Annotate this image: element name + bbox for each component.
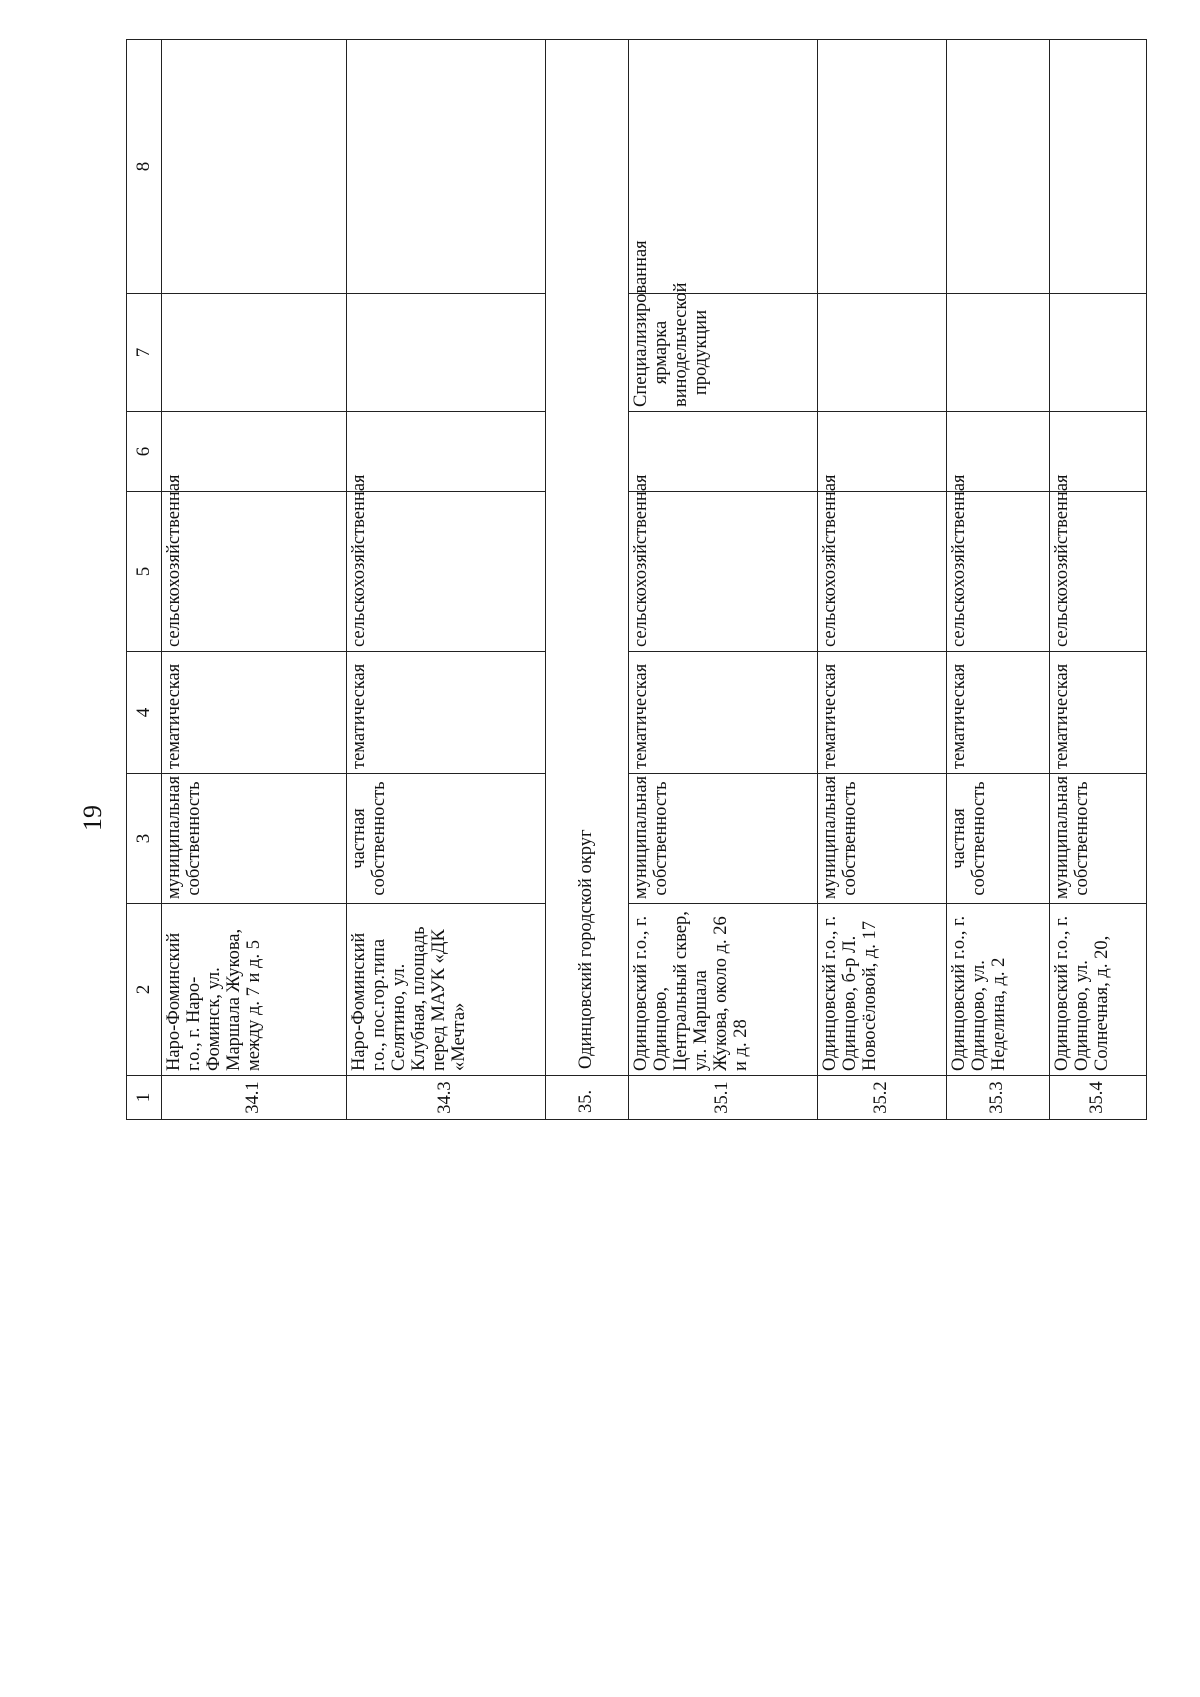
column-number: 1 [127, 1076, 162, 1120]
column-6-cell [162, 412, 347, 492]
address-cell: Одинцовский г.о., г. Одинцово, ул. Неделина, д. 2 [947, 904, 1050, 1076]
fair-type-cell: тематическая [947, 652, 1050, 774]
column-7-cell [947, 294, 1050, 412]
page-number: 19 [78, 805, 107, 831]
specialization-cell: сельскохозяйственная [1050, 492, 1147, 652]
column-number: 7 [127, 294, 162, 412]
column-7-cell [347, 294, 546, 412]
section-number: 35. [546, 1076, 629, 1120]
column-number: 6 [127, 412, 162, 492]
column-number: 5 [127, 492, 162, 652]
address-cell: Наро-Фоминский г.о., пос.гор.типа Селятино, ул. Клубная, площадь перед МАУК «ДК «Мечта» [347, 904, 546, 1076]
column-7-cell: Специализированная ярмарка винодельческой продукции [629, 294, 818, 412]
specialization-cell: сельскохозяйственная [347, 492, 546, 652]
specialization-cell: сельскохозяйственная [629, 492, 818, 652]
address-cell: Одинцовский г.о., г. Одинцово, б-р Л. Новосёловой, д. 17 [818, 904, 947, 1076]
column-7-cell [162, 294, 347, 412]
table-row [162, 40, 347, 1120]
column-8-cell [347, 40, 546, 294]
column-6-cell [347, 412, 546, 492]
column-number: 4 [127, 652, 162, 774]
address-cell: Одинцовский г.о., г. Одинцово, ул. Солнечная, д. 20, [1050, 904, 1147, 1076]
column-number-row [127, 40, 162, 1120]
row-number: 34.3 [347, 1076, 546, 1120]
row-number: 35.2 [818, 1076, 947, 1120]
fair-type-cell: тематическая [818, 652, 947, 774]
address-cell: Наро-Фоминский г.о., г. Наро-Фоминск, ул. Маршала Жукова, между д. 7 и д. 5 [162, 904, 347, 1076]
column-8-cell [947, 40, 1050, 294]
ownership-cell: муниципальная собственность [162, 774, 347, 904]
ownership-cell: частная собственность [347, 774, 546, 904]
column-8-cell [162, 40, 347, 294]
fair-type-cell: тематическая [162, 652, 347, 774]
fairs-table [126, 39, 1147, 1120]
table-row [629, 40, 818, 1120]
row-number: 35.4 [1050, 1076, 1147, 1120]
specialization-cell: сельскохозяйственная [947, 492, 1050, 652]
rotated-table-container [126, 40, 1126, 1120]
row-number: 35.3 [947, 1076, 1050, 1120]
ownership-cell: муниципальная собственность [629, 774, 818, 904]
table-row [1050, 40, 1147, 1120]
column-7-cell [818, 294, 947, 412]
ownership-cell: муниципальная собственность [1050, 774, 1147, 904]
section-title: Одинцовский городской округ [546, 40, 629, 1076]
column-7-cell [1050, 294, 1147, 412]
table-row [818, 40, 947, 1120]
fair-type-cell: тематическая [629, 652, 818, 774]
table-frame [126, 40, 1126, 1120]
table-row [347, 40, 546, 1120]
row-number: 34.1 [162, 1076, 347, 1120]
table-row [947, 40, 1050, 1120]
column-number: 8 [127, 40, 162, 294]
column-8-cell [629, 40, 818, 294]
column-6-cell [629, 412, 818, 492]
fair-type-cell: тематическая [347, 652, 546, 774]
column-number: 3 [127, 774, 162, 904]
ownership-cell: частная собственность [947, 774, 1050, 904]
fair-type-cell: тематическая [1050, 652, 1147, 774]
column-number: 2 [127, 904, 162, 1076]
address-cell: Одинцовский г.о., г. Одинцово, Центральный сквер, ул. Маршала Жукова, около д. 26 и д. 28 [629, 904, 818, 1076]
specialization-cell: сельскохозяйственная [162, 492, 347, 652]
ownership-cell: муниципальная собственность [818, 774, 947, 904]
column-8-cell [818, 40, 947, 294]
row-number: 35.1 [629, 1076, 818, 1120]
section-row [546, 40, 629, 1120]
column-8-cell [1050, 40, 1147, 294]
specialization-cell: сельскохозяйственная [818, 492, 947, 652]
